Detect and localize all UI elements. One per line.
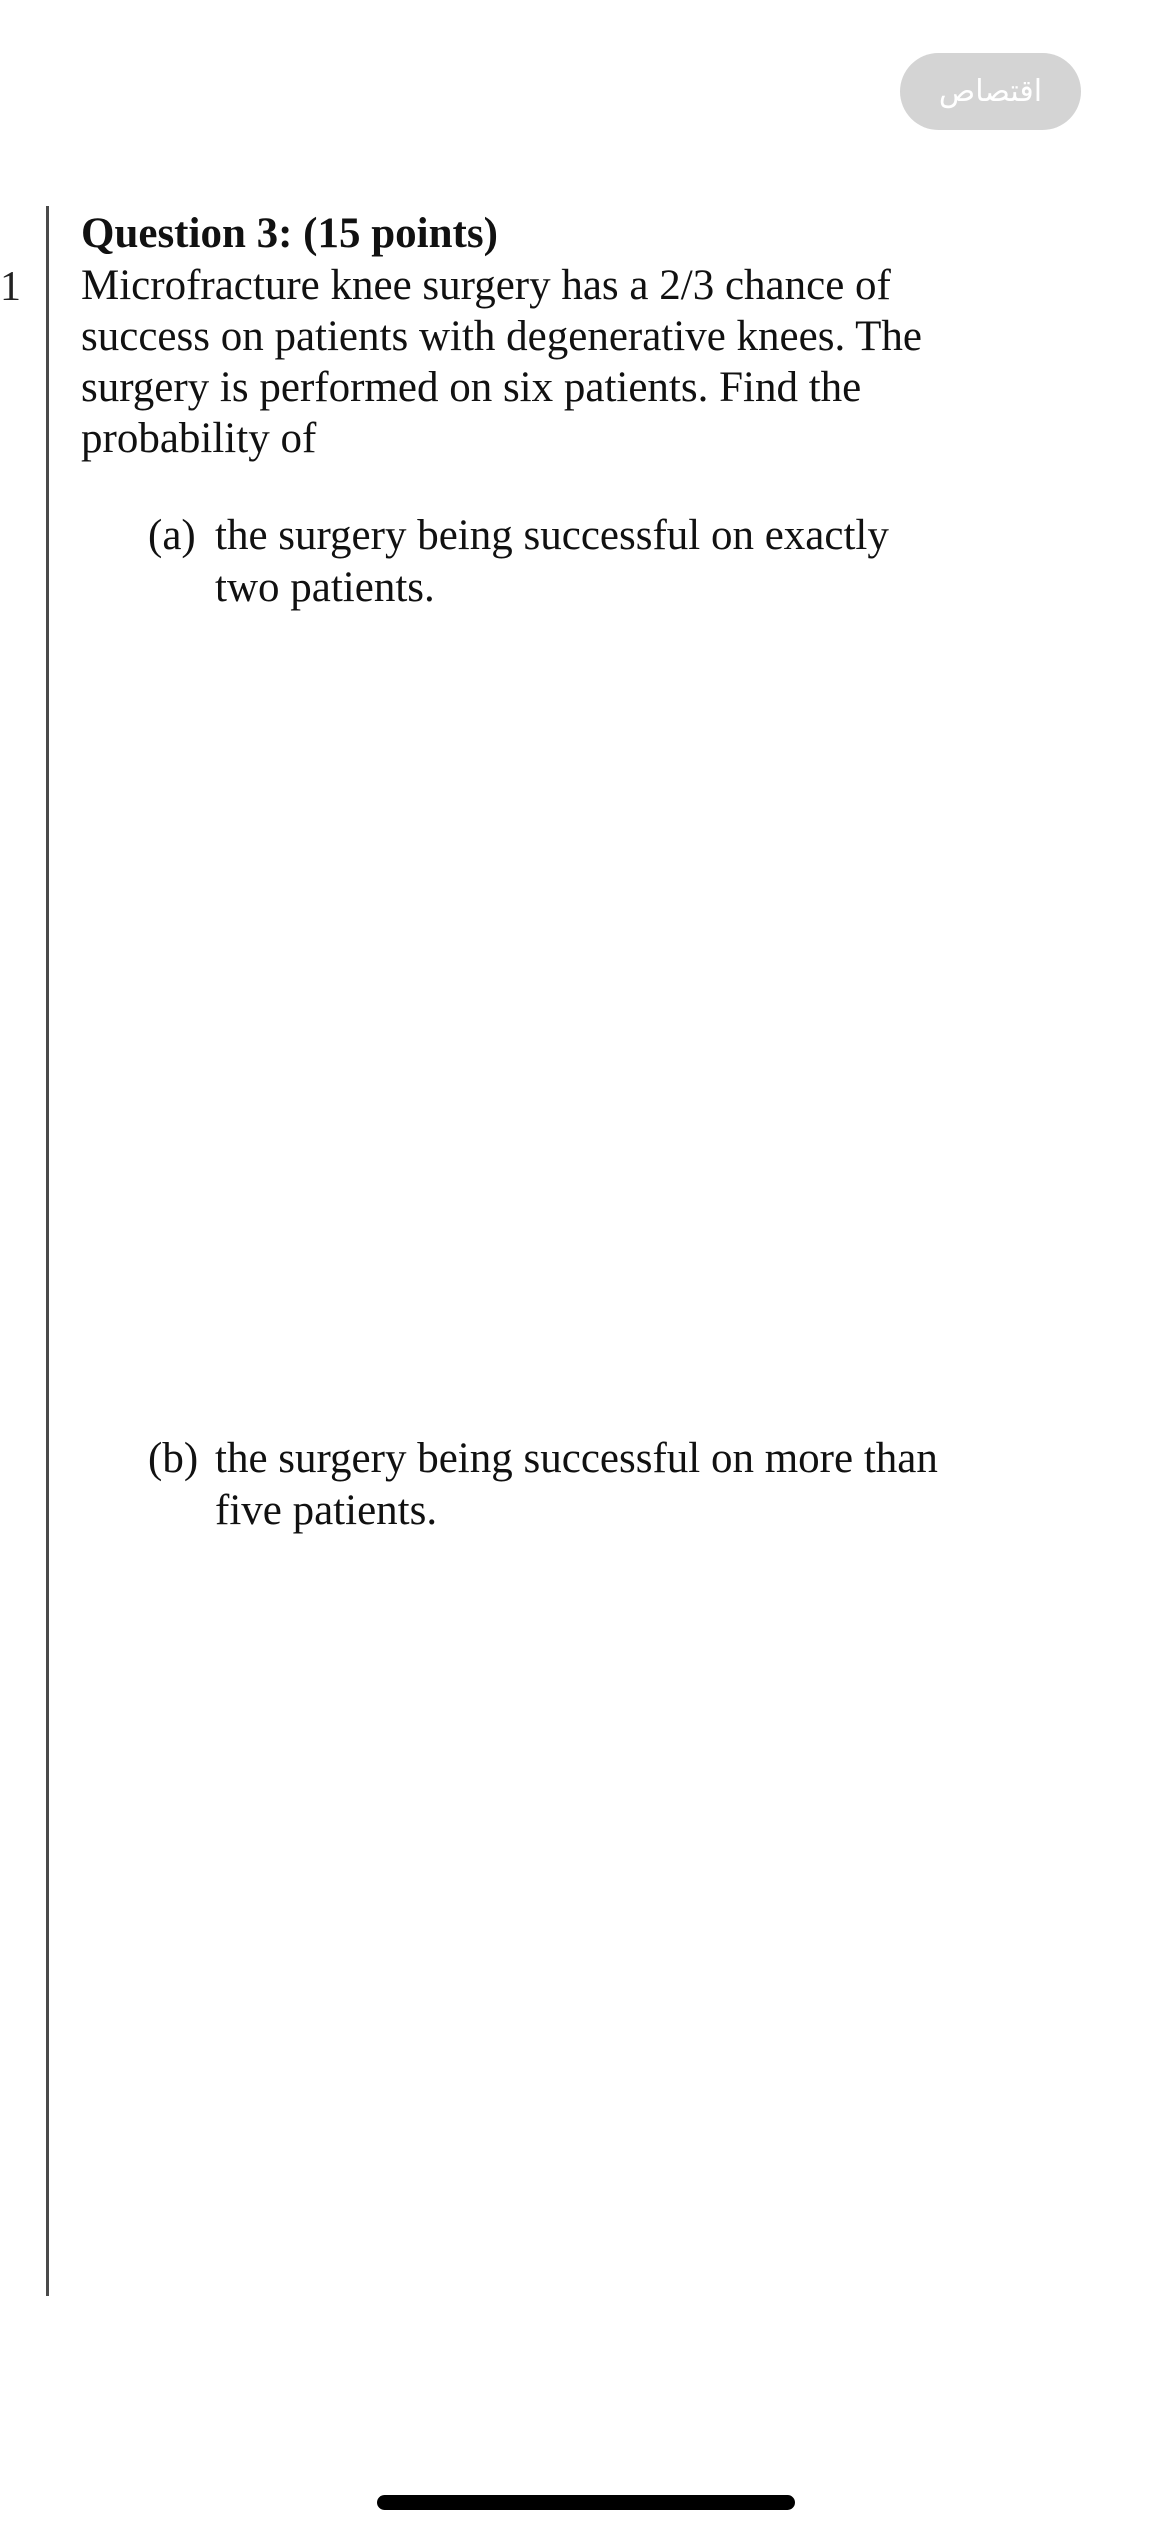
part-b-label: (b) <box>148 1435 199 1482</box>
question-block <box>81 208 1081 464</box>
question-title: Question 3: (15 points) <box>81 210 498 257</box>
part-b-text-line: five patients. <box>215 1487 438 1534</box>
home-indicator[interactable] <box>377 2495 795 2510</box>
question-text-line: surgery is performed on six patients. Find the <box>81 364 862 411</box>
question-text-line: probability of <box>81 415 317 462</box>
question-text-line: Microfracture knee surgery has a 2/3 chance of <box>81 262 891 309</box>
part-a-text-line: the surgery being successful on exactly <box>215 512 889 559</box>
cropped-edge-text: 1 <box>0 264 21 310</box>
part-b <box>148 1433 1048 1537</box>
part-b-text <box>215 1433 1048 1537</box>
crop-button[interactable]: اقتصاص <box>900 53 1081 130</box>
margin-rule <box>46 206 49 2296</box>
part-a-text <box>215 510 1048 614</box>
question-text-line: success on patients with degenerative knees. The <box>81 313 923 360</box>
part-a-label: (a) <box>148 512 196 559</box>
part-a <box>148 510 1048 614</box>
part-a-text-line: two patients. <box>215 564 435 611</box>
part-b-text-line: the surgery being successful on more than <box>215 1435 938 1482</box>
